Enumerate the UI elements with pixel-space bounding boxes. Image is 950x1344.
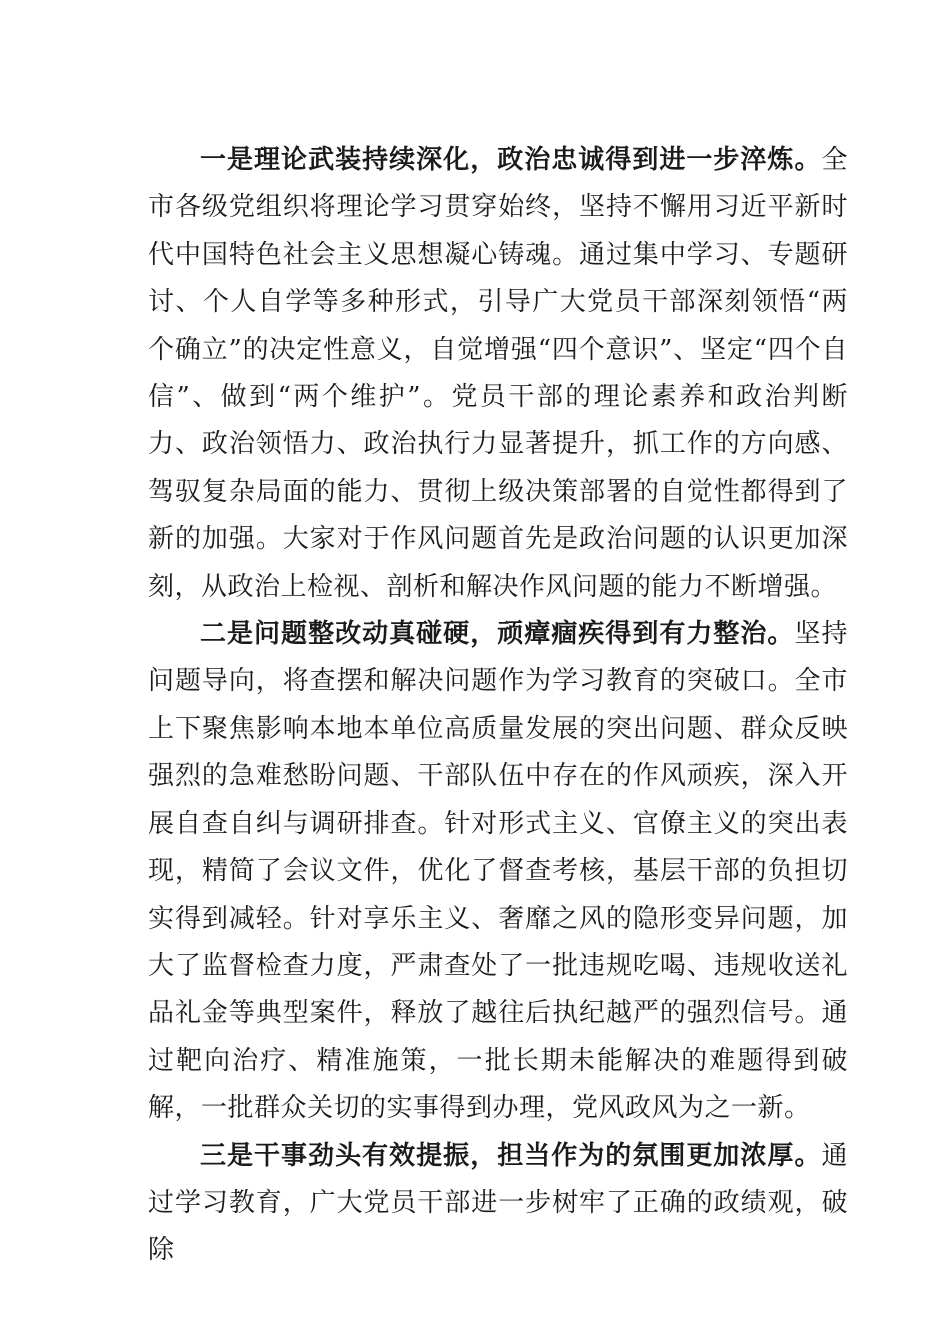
document-body xyxy=(148,137,848,1275)
paragraph-2-lead: 二是问题整改动真碰硬，顽瘴痼疾得到有力整治。 xyxy=(200,619,795,650)
paragraph-2 xyxy=(148,611,848,1132)
paragraph-1 xyxy=(148,137,848,611)
paragraph-1-lead: 一是理论武装持续深化，政治忠诚得到进一步淬炼。 xyxy=(200,145,822,175)
paragraph-3-body: 通过学习教育，广大党员干部进一步树牢了正确的政绩观，破除 xyxy=(148,1140,848,1266)
paragraph-3-lead: 三是干事劲头有效提振，担当作为的氛围更加浓厚。 xyxy=(200,1140,822,1171)
paragraph-1-body: 全市各级党组织将理论学习贯穿始终，坚持不懈用习近平新时代中国特色社会主义思想凝心铸魂。通过集中学习、专题研讨、个人自学等多种形式，引导广大党员干部深刻领悟“两个确立”的决定性意义，自觉增强“四个意识”、坚定“四个自信”、做到“两个维护”。党员干部的理论素养和政治判断力、政治领悟力、政治执行力显著提升，抓工作的方向感、驾驭复杂局面的能力、贯彻上级决策部署的自觉性都得到了新的加强。大家对于作风问题首先是政治问题的认识更加深刻，从政治上检视、剖析和解决作风问题的能力不断增强。 xyxy=(148,145,848,602)
paragraph-2-body: 坚持问题导向，将查摆和解决问题作为学习教育的突破口。全市上下聚焦影响本地本单位高质量发展的突出问题、群众反映强烈的急难愁盼问题、干部队伍中存在的作风顽疾，深入开展自查自纠与调研排查。针对形式主义、官僚主义的突出表现，精简了会议文件，优化了督查考核，基层干部的负担切实得到减轻。针对享乐主义、奢靡之风的隐形变异问题，加大了监督检查力度，严肃查处了一批违规吃喝、违规收送礼品礼金等典型案件，释放了越往后执纪越严的强烈信号。通过靶向治疗、精准施策，一批长期未能解决的难题得到破解，一批群众关切的实事得到办理，党风政风为之一新。 xyxy=(148,619,848,1124)
paragraph-3 xyxy=(148,1133,848,1275)
